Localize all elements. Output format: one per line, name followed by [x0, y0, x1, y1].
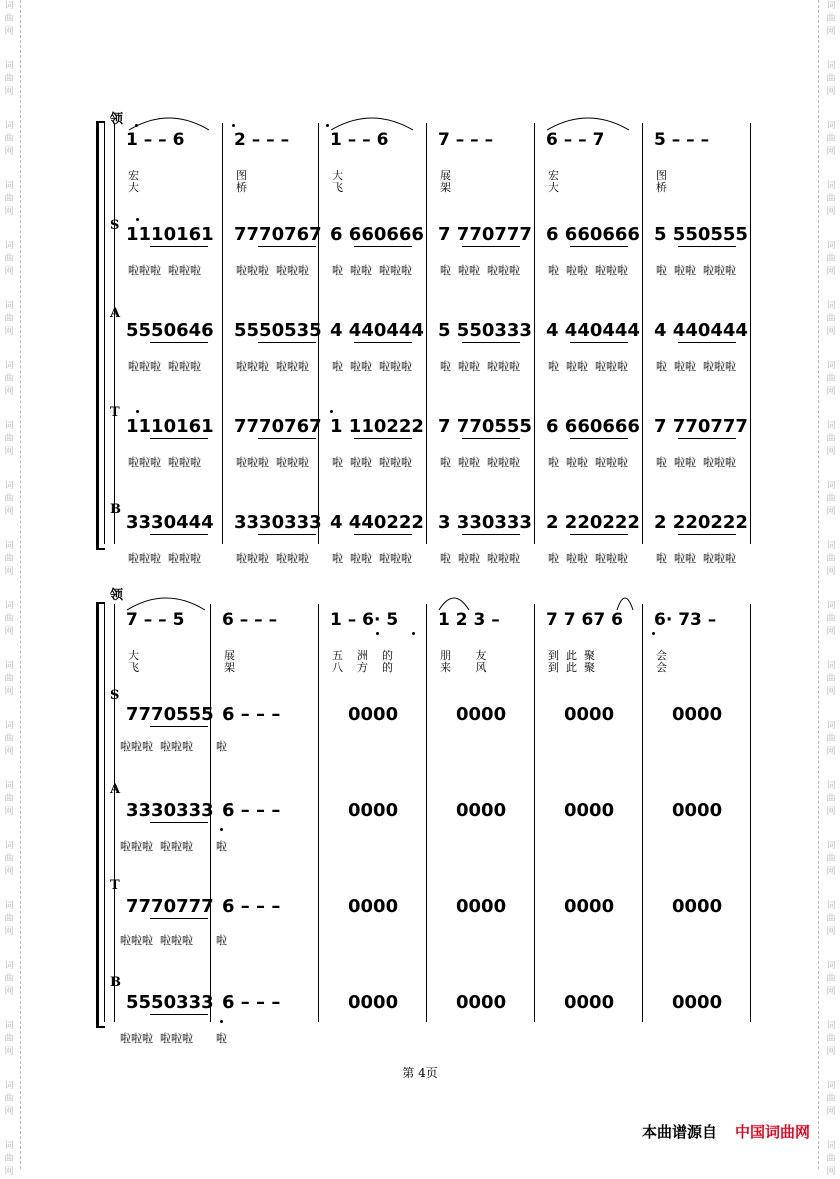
voice-T-measure: 1 110222 [330, 416, 424, 437]
voice-S-measure: 0000 [456, 704, 507, 725]
watermark-text: 词 曲 网 [4, 601, 14, 637]
lead-lyric-verse2: 大 [128, 181, 139, 194]
lead-measure: 7 7 67 6 [546, 610, 623, 630]
watermark-text: 词 曲 网 [4, 181, 14, 217]
voice-B-measure: 5550333 [126, 992, 214, 1013]
voice-S-measure: 0000 [348, 704, 399, 725]
watermark-text: 词 曲 网 [4, 961, 14, 997]
watermark-text: 词 曲 网 [4, 61, 14, 97]
source-site-link[interactable]: 中国词曲网 [734, 1123, 810, 1141]
watermark-text: 词 曲 网 [826, 301, 836, 337]
lead-lyric-verse1: 展 [440, 169, 451, 182]
part-label-lead: 领 [110, 112, 124, 127]
lead-lyric-verse2: 大 [548, 181, 559, 194]
lead-lyric-verse2: 八 方 的 [332, 661, 393, 674]
beam-underline [462, 246, 520, 247]
part-label-T: T [110, 878, 120, 893]
lead-measure: 2 – – – [234, 130, 290, 150]
voice-S-measure: 6 660666 [330, 224, 424, 245]
lead-lyric-verse2: 来 风 [440, 661, 487, 674]
lead-lyric-verse1: 宏 [548, 169, 559, 182]
voice-B-measure: 3 330333 [438, 512, 532, 533]
beam-underline [570, 534, 628, 535]
voice-B-measure: 0000 [564, 992, 615, 1013]
voice-B-measure: 3330444 [126, 512, 214, 533]
beam-underline [258, 438, 316, 439]
part-label-S: S [110, 688, 120, 703]
la-lyric: 啦 啦啦 啦啦啦 [656, 264, 736, 277]
watermark-text: 词 曲 网 [826, 241, 836, 277]
voice-B-measure: 6 – – – [222, 992, 281, 1013]
la-lyric: 啦啦啦 啦啦啦 [236, 360, 309, 373]
watermark-text: 词 曲 网 [826, 961, 836, 997]
la-lyric: 啦 [216, 1032, 227, 1045]
la-lyric: 啦啦啦 啦啦啦 [236, 456, 309, 469]
system1-barline [750, 123, 751, 544]
voice-A-measure: 0000 [672, 800, 723, 821]
octave-dot [326, 124, 329, 127]
voice-S-measure: 0000 [564, 704, 615, 725]
watermark-text: 词 曲 网 [826, 121, 836, 157]
voice-T-measure: 6 – – – [222, 896, 281, 917]
watermark-text: 词 曲 网 [826, 541, 836, 577]
voice-A-measure: 4 440444 [546, 320, 640, 341]
watermark-text: 词 曲 网 [4, 421, 14, 457]
beam-underline [150, 918, 208, 919]
watermark-text: 词 曲 网 [4, 661, 14, 697]
beam-underline [150, 246, 208, 247]
la-lyric: 啦 啦啦 啦啦啦 [656, 456, 736, 469]
lead-measure: 1 – – 6 [126, 130, 185, 150]
watermark-text: 词 曲 网 [826, 781, 836, 817]
beam-underline [150, 342, 208, 343]
beam-underline [258, 342, 316, 343]
system2-barline [642, 604, 643, 1022]
octave-dot-low [220, 1020, 223, 1023]
voice-T-measure: 7 770555 [438, 416, 532, 437]
voice-S-measure: 7770767 [234, 224, 322, 245]
watermark-text: 词 曲 网 [826, 481, 836, 517]
octave-dot [136, 218, 139, 221]
la-lyric: 啦 啦啦 啦啦啦 [656, 552, 736, 565]
la-lyric: 啦 啦啦 啦啦啦 [548, 456, 628, 469]
la-lyric: 啦啦啦 啦啦啦 [236, 552, 309, 565]
system2-barline [426, 604, 427, 1022]
watermark-text: 词 曲 网 [4, 301, 14, 337]
la-lyric: 啦啦啦 啦啦啦 [120, 934, 193, 947]
source-credit [642, 1121, 810, 1142]
voice-S-measure: 6 660666 [546, 224, 640, 245]
lead-measure: 1 2 3 – [438, 610, 500, 630]
voice-T-measure: 0000 [672, 896, 723, 917]
la-lyric: 啦 啦啦 啦啦啦 [440, 360, 520, 373]
voice-S-measure: 6 – – – [222, 704, 281, 725]
beam-underline [354, 534, 412, 535]
watermark-text: 词 曲 网 [826, 601, 836, 637]
lead-lyric-verse2: 架 [224, 661, 235, 674]
beam-underline [462, 438, 520, 439]
watermark-text: 词 曲 网 [4, 541, 14, 577]
la-lyric: 啦啦啦 啦啦啦 [236, 264, 309, 277]
beam-underline [150, 534, 208, 535]
part-label-T: T [110, 405, 120, 420]
watermark-text: 词 曲 网 [4, 121, 14, 157]
slur-arc [128, 108, 210, 132]
beam-underline [462, 534, 520, 535]
part-label-S: S [110, 218, 120, 233]
part-label-A: A [110, 306, 121, 321]
watermark-text: 词 曲 网 [826, 661, 836, 697]
la-lyric: 啦 [216, 740, 227, 753]
la-lyric: 啦 啦啦 啦啦啦 [656, 360, 736, 373]
la-lyric: 啦 啦啦 啦啦啦 [440, 552, 520, 565]
la-lyric: 啦 [216, 840, 227, 853]
octave-dot-low [376, 632, 379, 635]
lead-lyric-verse1: 图 [236, 169, 247, 182]
right-margin-line [818, 0, 819, 1169]
beam-underline [570, 246, 628, 247]
la-lyric: 啦 啦啦 啦啦啦 [548, 552, 628, 565]
watermark-text: 词 曲 网 [4, 781, 14, 817]
watermark-text: 词 曲 网 [826, 1141, 836, 1177]
slur-arc [438, 588, 470, 612]
voice-A-measure: 5550535 [234, 320, 322, 341]
voice-B-measure: 3330333 [234, 512, 322, 533]
slur-arc [616, 588, 634, 612]
lead-lyric-verse1: 五 洲 的 [332, 649, 393, 662]
octave-dot [330, 410, 333, 413]
voice-B-measure: 0000 [348, 992, 399, 1013]
slur-arc [126, 588, 206, 612]
lead-lyric-verse1: 会 [656, 649, 667, 662]
watermark-text: 词 曲 网 [826, 61, 836, 97]
lead-lyric-verse1: 宏 [128, 169, 139, 182]
voice-T-measure: 0000 [456, 896, 507, 917]
voice-B-measure: 0000 [456, 992, 507, 1013]
octave-dot [135, 124, 138, 127]
page-number: 第 4页 [402, 1066, 438, 1080]
la-lyric: 啦啦啦 啦啦啦 [128, 456, 201, 469]
lead-measure: 1 – – 6 [330, 130, 389, 150]
lead-lyric-verse2: 桥 [656, 181, 667, 194]
voice-B-measure: 2 220222 [654, 512, 748, 533]
lead-lyric-verse2: 架 [440, 181, 451, 194]
voice-A-measure: 5 550333 [438, 320, 532, 341]
system1-barline [642, 123, 643, 544]
beam-underline [354, 438, 412, 439]
la-lyric: 啦 啦啦 啦啦啦 [440, 264, 520, 277]
voice-S-measure: 7770555 [126, 704, 214, 725]
watermark-text: 词 曲 网 [4, 361, 14, 397]
la-lyric: 啦 啦啦 啦啦啦 [332, 264, 412, 277]
beam-underline [150, 822, 208, 823]
part-label-A: A [110, 782, 121, 797]
beam-underline [150, 438, 208, 439]
voice-S-measure: 1110161 [126, 224, 214, 245]
watermark-text: 词 曲 网 [4, 901, 14, 937]
watermark-text: 词 曲 网 [826, 181, 836, 217]
lead-measure: 1 – 6· 5 [330, 610, 399, 630]
la-lyric: 啦 [216, 934, 227, 947]
voice-T-measure: 0000 [564, 896, 615, 917]
la-lyric: 啦 啦啦 啦啦啦 [548, 360, 628, 373]
watermark-text: 词 曲 网 [826, 1, 836, 37]
voice-A-measure: 3330333 [126, 800, 214, 821]
watermark-text: 词 曲 网 [826, 1081, 836, 1117]
system2-barline [114, 604, 115, 1022]
voice-T-measure: 6 660666 [546, 416, 640, 437]
lead-lyric-verse1: 到 此 聚 [548, 649, 595, 662]
left-margin-line [20, 0, 21, 1169]
lead-measure: 6 – – 7 [546, 130, 605, 150]
voice-A-measure: 6 – – – [222, 800, 281, 821]
part-label-B: B [110, 502, 121, 517]
voice-T-measure: 7 770777 [654, 416, 748, 437]
voice-A-measure: 0000 [456, 800, 507, 821]
lead-lyric-verse2: 飞 [128, 661, 139, 674]
octave-dot-low [652, 632, 655, 635]
watermark-text: 词 曲 网 [4, 481, 14, 517]
source-label: 本曲谱源自 [641, 1123, 717, 1141]
lead-measure: 6 – – – [222, 610, 278, 630]
lead-lyric-verse1: 展 [224, 649, 235, 662]
voice-S-measure: 5 550555 [654, 224, 748, 245]
octave-dot [232, 124, 235, 127]
system1-bracket-inner [104, 123, 105, 544]
la-lyric: 啦啦啦 啦啦啦 [128, 552, 201, 565]
watermark-text: 词 曲 网 [4, 241, 14, 277]
la-lyric: 啦啦啦 啦啦啦 [120, 740, 193, 753]
watermark-text: 词 曲 网 [4, 1021, 14, 1057]
beam-underline [570, 342, 628, 343]
beam-underline [678, 342, 736, 343]
watermark-text: 词 曲 网 [826, 1021, 836, 1057]
voice-T-measure: 7770777 [126, 896, 214, 917]
watermark-text: 词 曲 网 [826, 421, 836, 457]
lead-lyric-verse1: 图 [656, 169, 667, 182]
watermark-text: 词 曲 网 [4, 721, 14, 757]
system1-barline [222, 123, 223, 544]
beam-underline [678, 438, 736, 439]
beam-underline [570, 438, 628, 439]
lead-measure: 5 – – – [654, 130, 710, 150]
watermark-text: 词 曲 网 [826, 901, 836, 937]
beam-underline [678, 534, 736, 535]
la-lyric: 啦 啦啦 啦啦啦 [332, 552, 412, 565]
voice-A-measure: 4 440444 [330, 320, 424, 341]
slur-arc [546, 108, 630, 132]
beam-underline [258, 246, 316, 247]
voice-T-measure: 0000 [348, 896, 399, 917]
beam-underline [354, 342, 412, 343]
voice-S-measure: 0000 [672, 704, 723, 725]
la-lyric: 啦啦啦 啦啦啦 [120, 840, 193, 853]
beam-underline [150, 1014, 208, 1015]
voice-A-measure: 0000 [348, 800, 399, 821]
voice-B-measure: 2 220222 [546, 512, 640, 533]
beam-underline [258, 534, 316, 535]
lead-measure: 7 – – 5 [126, 610, 185, 630]
watermark-text: 词 曲 网 [4, 1, 14, 37]
part-label-lead: 领 [110, 588, 124, 603]
voice-A-measure: 0000 [564, 800, 615, 821]
la-lyric: 啦啦啦 啦啦啦 [120, 1032, 193, 1045]
slur-arc [330, 108, 414, 132]
lead-lyric-verse1: 朋 友 [440, 649, 487, 662]
beam-underline [678, 246, 736, 247]
voice-B-measure: 4 440222 [330, 512, 424, 533]
system1-barline [114, 123, 115, 544]
watermark-text: 词 曲 网 [826, 361, 836, 397]
lead-measure: 6· 73 – [654, 610, 717, 630]
voice-S-measure: 7 770777 [438, 224, 532, 245]
lead-lyric-verse1: 大 [332, 169, 343, 182]
lead-measure: 7 – – – [438, 130, 494, 150]
watermark-text: 词 曲 网 [826, 841, 836, 877]
voice-T-measure: 1110161 [126, 416, 214, 437]
watermark-text: 词 曲 网 [4, 1141, 14, 1177]
lead-lyric-verse1: 大 [128, 649, 139, 662]
la-lyric: 啦 啦啦 啦啦啦 [548, 264, 628, 277]
voice-B-measure: 0000 [672, 992, 723, 1013]
la-lyric: 啦啦啦 啦啦啦 [128, 264, 201, 277]
system2-barline [534, 604, 535, 1022]
part-label-B: B [110, 975, 121, 990]
beam-underline [150, 726, 208, 727]
system1-barline [534, 123, 535, 544]
beam-underline [462, 342, 520, 343]
la-lyric: 啦 啦啦 啦啦啦 [332, 456, 412, 469]
voice-T-measure: 7770767 [234, 416, 322, 437]
la-lyric: 啦啦啦 啦啦啦 [128, 360, 201, 373]
system1-barline [426, 123, 427, 544]
system2-barline [750, 604, 751, 1022]
lead-lyric-verse2: 会 [656, 661, 667, 674]
octave-dot-low [412, 632, 415, 635]
voice-A-measure: 4 440444 [654, 320, 748, 341]
octave-dot [136, 410, 139, 413]
system2-bracket-inner [104, 604, 105, 1022]
la-lyric: 啦 啦啦 啦啦啦 [440, 456, 520, 469]
beam-underline [354, 246, 412, 247]
lead-lyric-verse2: 桥 [236, 181, 247, 194]
watermark-text: 词 曲 网 [4, 841, 14, 877]
lead-lyric-verse2: 到 此 聚 [548, 661, 595, 674]
la-lyric: 啦 啦啦 啦啦啦 [332, 360, 412, 373]
octave-dot-low [220, 828, 223, 831]
lead-lyric-verse2: 飞 [332, 181, 343, 194]
voice-A-measure: 5550646 [126, 320, 214, 341]
watermark-text: 词 曲 网 [826, 721, 836, 757]
system2-barline [318, 604, 319, 1022]
watermark-text: 词 曲 网 [4, 1081, 14, 1117]
